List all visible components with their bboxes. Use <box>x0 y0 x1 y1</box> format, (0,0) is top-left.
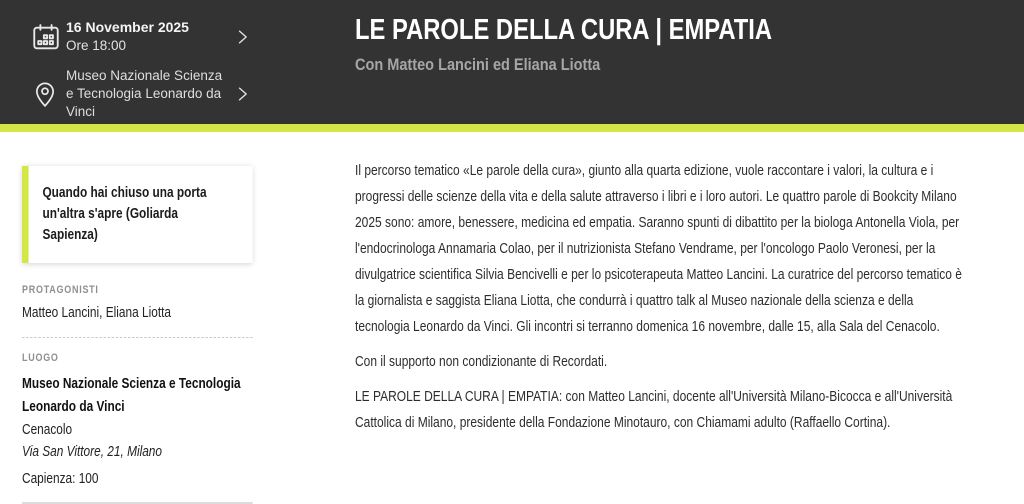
event-datetime <box>66 18 224 55</box>
calendar-icon <box>30 21 66 53</box>
content-area <box>0 132 1024 485</box>
venue-room: Cenacolo <box>22 422 73 438</box>
luogo-label: LUOGO <box>22 352 59 364</box>
title-block <box>355 14 864 75</box>
accent-bar <box>0 124 1024 132</box>
page-subtitle: Con Matteo Lancini ed Eliana Liotta <box>355 56 601 74</box>
event-date: 16 November 2025 <box>66 19 189 35</box>
venue-link[interactable] <box>30 67 252 121</box>
chevron-right-icon <box>232 82 252 106</box>
location-pin-icon <box>30 78 66 110</box>
event-meta <box>30 18 252 121</box>
chevron-right-icon <box>232 25 252 49</box>
protagonisti-value: Matteo Lancini, Eliana Liotta <box>22 305 172 321</box>
description-paragraph: LE PAROLE DELLA CURA | EMPATIA: con Matteo Lancini, docente all'Università Milano-Bicocca e all'Università Cattolica di Milano, presidente della Fondazione Minotauro, con Chiamami adulto (Raffaello Cortina). <box>355 388 953 431</box>
quote-card <box>22 166 253 263</box>
divider <box>22 337 253 338</box>
venue-address: Via San Vittore, 21, Milano <box>22 444 163 460</box>
venue-name: Museo Nazionale Scienza e Tecnologia Leonardo da Vinci <box>22 376 241 415</box>
quote-text: Quando hai chiuso una porta un'altra s'apre (Goliarda Sapienza) <box>42 185 207 243</box>
event-time: Ore 18:00 <box>66 38 127 53</box>
description-paragraph: Il percorso tematico «Le parole della cura», giunto alla quarta edizione, vuole raccontare i valori, la cultura e i progressi delle scienze della vita e della salute attraverso i libri e i loro autori. Le quattro parole di Bookcity Milano 2025 sono: amore, benessere, medicina ed empatia. Saranno spunti di dibattito per la biologa Antonella Viola, per l'endocrinologa Annamaria Colao, per il nutrizionista Stefano Vendrame, per l'oncologo Paolo Veronesi, per la divulgatrice scientifica Silvia Bencivelli e per lo psicoterapeuta Matteo Lancini. La curatrice del percorso tematico è la giornalista e saggista Eliana Liotta, che condurrà i quattro talk al Museo nazionale della scienza e della tecnologia Leonardo da Vinci. Gli incontri si terranno domenica 16 novembre, dalle 15, alla Sala del Cenacolo. <box>355 162 962 335</box>
protagonisti-label: PROTAGONISTI <box>22 284 99 296</box>
event-description <box>355 158 968 445</box>
page-title: LE PAROLE DELLA CURA | EMPATIA <box>355 14 773 46</box>
venue-link-label: Museo Nazionale Scienza e Tecnologia Leonardo da Vinci <box>66 68 223 119</box>
description-paragraph: Con il supporto non condizionante di Recordati. <box>355 353 608 370</box>
event-date-link[interactable] <box>30 18 252 55</box>
venue-capacity: Capienza: 100 <box>22 471 99 487</box>
event-header <box>0 0 1024 124</box>
sidebar <box>22 166 253 504</box>
